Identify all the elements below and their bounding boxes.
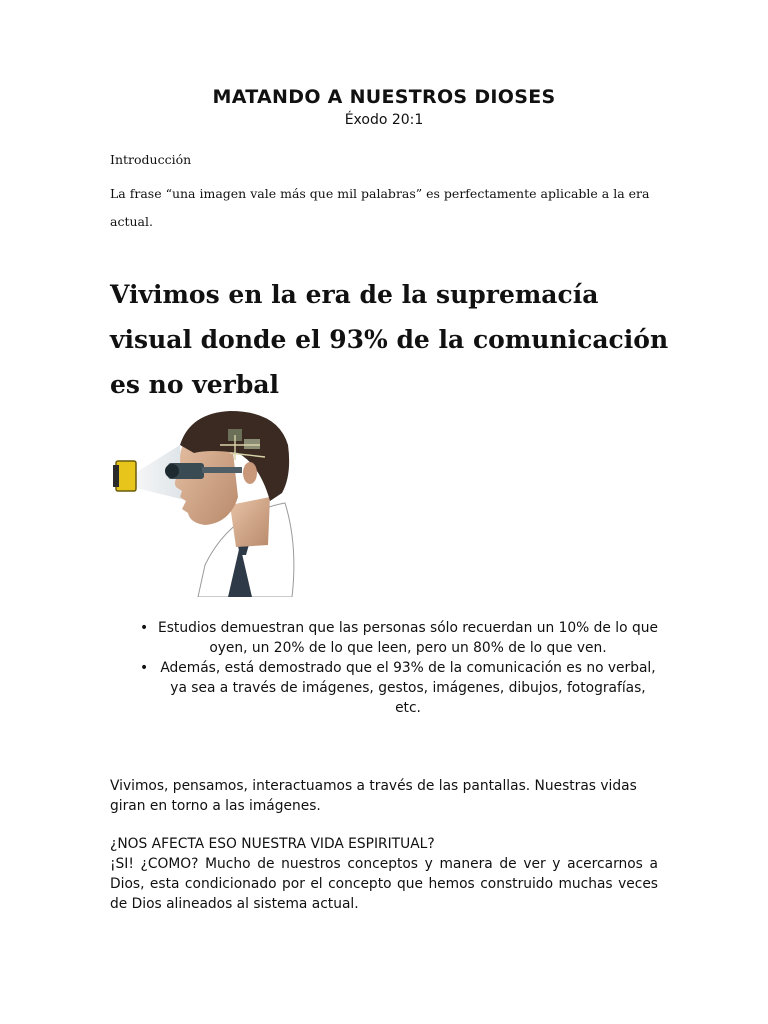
intro-heading: Introducción	[110, 152, 192, 167]
question-line: ¿NOS AFECTA ESO NUESTRA VIDA ESPIRITUAL?	[110, 836, 435, 852]
bullet-text: Estudios demuestran que las personas sólo recuerdan un 10% de lo que oyen, un 20% de lo que leen, pero un 80% de lo que ven.	[158, 620, 658, 656]
bullet-list	[140, 618, 660, 718]
bullet-dot: •	[140, 660, 149, 676]
head-projector-illustration	[110, 405, 310, 597]
bullet-text: Además, está demostrado que el 93% de la comunicación es no verbal, ya sea a través de imágenes, gestos, imágenes, dibujos, fotografías, etc.	[160, 660, 656, 716]
paragraph-answer: ¡SI! ¿COMO? Mucho de nuestros conceptos y manera de ver y acercarnos a Dios, esta condicionado por el concepto que hemos construido muchas veces de Dios alineados al sistema actual.	[110, 856, 658, 912]
bullet-dot: •	[140, 620, 149, 636]
paragraph-screens: Vivimos, pensamos, interactuamos a través de las pantallas. Nuestras vidas giran en torno a las imágenes.	[110, 778, 637, 814]
document-subtitle: Éxodo 20:1	[344, 112, 424, 128]
intro-text: La frase “una imagen vale más que mil palabras” es perfectamente aplicable a la era actual.	[110, 186, 650, 229]
list-item	[140, 618, 660, 658]
document-title: MATANDO A NUESTROS DIOSES	[212, 86, 556, 108]
list-item	[140, 658, 660, 718]
main-heading: Vivimos en la era de la supremacía visual donde el 93% de la comunicación es no verbal	[110, 280, 669, 399]
